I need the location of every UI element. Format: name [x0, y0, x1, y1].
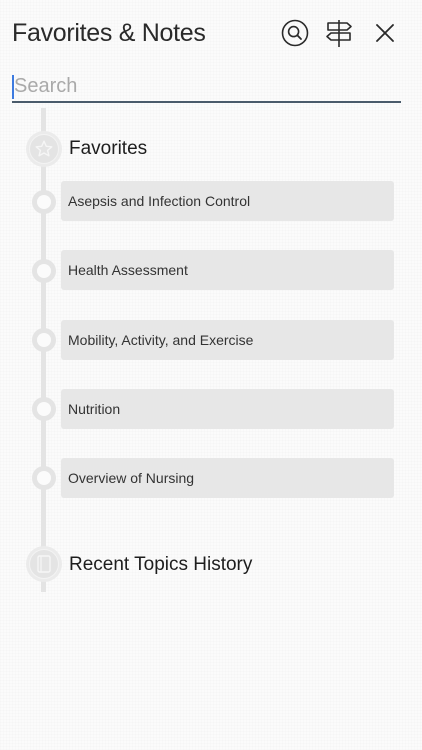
favorite-item[interactable] — [61, 389, 394, 429]
search-field — [12, 72, 401, 103]
signpost-icon — [325, 18, 353, 48]
search-button[interactable] — [279, 17, 311, 49]
favorite-item[interactable] — [61, 320, 394, 360]
recent-section-title[interactable]: Recent Topics History — [69, 554, 253, 575]
navigation-button[interactable] — [323, 17, 355, 49]
page-title: Favorites & Notes — [12, 19, 206, 47]
close-icon — [374, 22, 396, 44]
favorite-item[interactable] — [61, 250, 394, 290]
header-bar — [0, 0, 422, 68]
timeline-node — [32, 190, 56, 214]
search-input[interactable] — [12, 72, 401, 101]
favorite-item-label: Asepsis and Infection Control — [68, 193, 251, 209]
favorite-item-label: Overview of Nursing — [68, 470, 195, 486]
recent-section-marker[interactable] — [26, 546, 62, 582]
favorites-section-title: Favorites — [69, 138, 148, 159]
favorite-item-label: Mobility, Activity, and Exercise — [68, 332, 254, 348]
favorite-item[interactable] — [61, 458, 394, 498]
timeline-node — [32, 328, 56, 352]
close-button[interactable] — [369, 17, 401, 49]
text-caret — [12, 75, 14, 99]
search-circle-icon — [281, 19, 309, 47]
favorites-section-marker — [26, 131, 62, 167]
book-icon — [35, 554, 53, 574]
timeline-node — [32, 397, 56, 421]
favorite-item-label: Health Assessment — [68, 262, 188, 278]
favorite-item[interactable] — [61, 181, 394, 221]
favorite-item-label: Nutrition — [68, 401, 121, 417]
timeline-node — [32, 466, 56, 490]
timeline-node — [32, 259, 56, 283]
star-icon — [34, 139, 54, 159]
